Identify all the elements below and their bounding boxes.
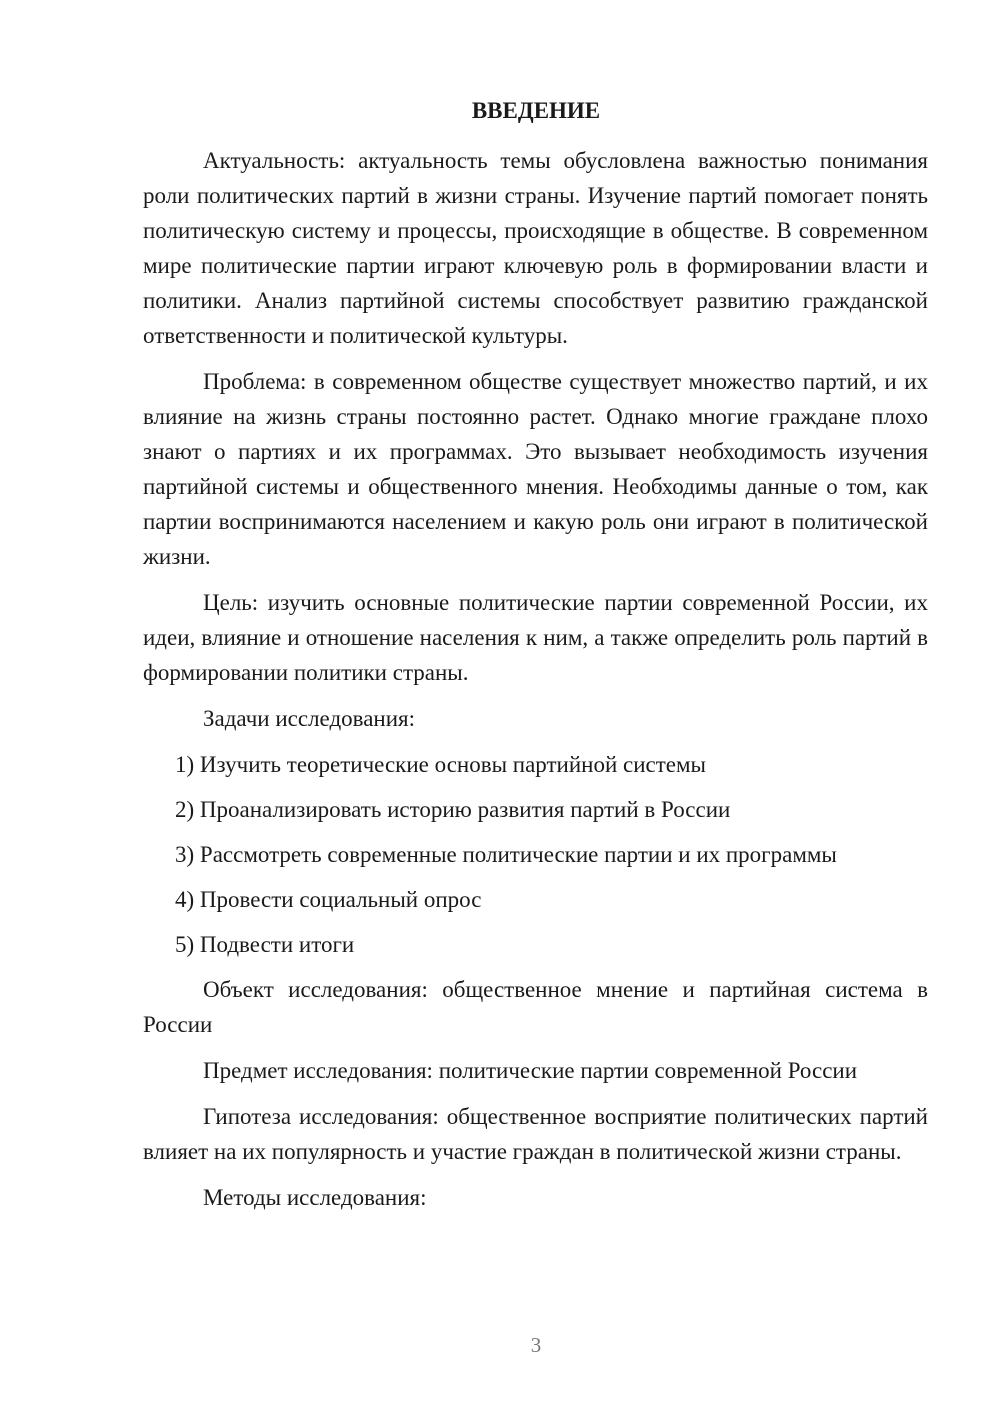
list-item: 4) Провести социальный опрос (175, 887, 482, 912)
paragraph-methods: Методы исследования: (203, 1185, 427, 1210)
list-item: 5) Подвести итоги (175, 932, 355, 957)
list-item: 2) Проанализировать историю развития партий в России (175, 797, 731, 822)
list-item: 3) Рассмотреть современные политические партии и их программы (175, 842, 837, 867)
paragraph-problem: Проблема: в современном обществе существует множество партий, и их влияние на жизнь страны постоянно растет. Однако многие граждане плохо знают о партиях и их программах. Это вызывает необходимость изучения партийной системы и общественного мнения. Необходимы данные о том, как партии воспринимаются населением и какую роль они играют в политической жизни. (143, 369, 928, 569)
document-body (143, 143, 928, 1226)
paragraph-goal: Цель: изучить основные политические партии современной России, их идеи, влияние и отношение населения к ним, а также определить роль партий в формировании политики страны. (143, 590, 928, 685)
paragraph-object: Объект исследования: общественное мнение и партийная система в России (143, 977, 928, 1037)
paragraph-subject: Предмет исследования: политические партии современной России (203, 1058, 858, 1083)
page-number: 3 (530, 1333, 542, 1357)
task-list (143, 747, 928, 962)
page-title: ВВЕДЕНИЕ (471, 98, 601, 123)
list-item: 1) Изучить теоретические основы партийной системы (175, 752, 707, 777)
paragraph-relevance: Актуальность: актуальность темы обусловлена важностью понимания роли политических партий в жизни страны. Изучение партий помогает понять политическую систему и процессы, происходящие в обществе. В современном мире политические партии играют ключевую роль в формировании власти и политики. Анализ партийной системы способствует развитию гражданской ответственности и политической культуры. (143, 148, 928, 348)
paragraph-tasks-heading: Задачи исследования: (203, 706, 416, 731)
paragraph-hypothesis: Гипотеза исследования: общественное восприятие политических партий влияет на их популярность и участие граждан в политической жизни страны. (143, 1104, 928, 1164)
